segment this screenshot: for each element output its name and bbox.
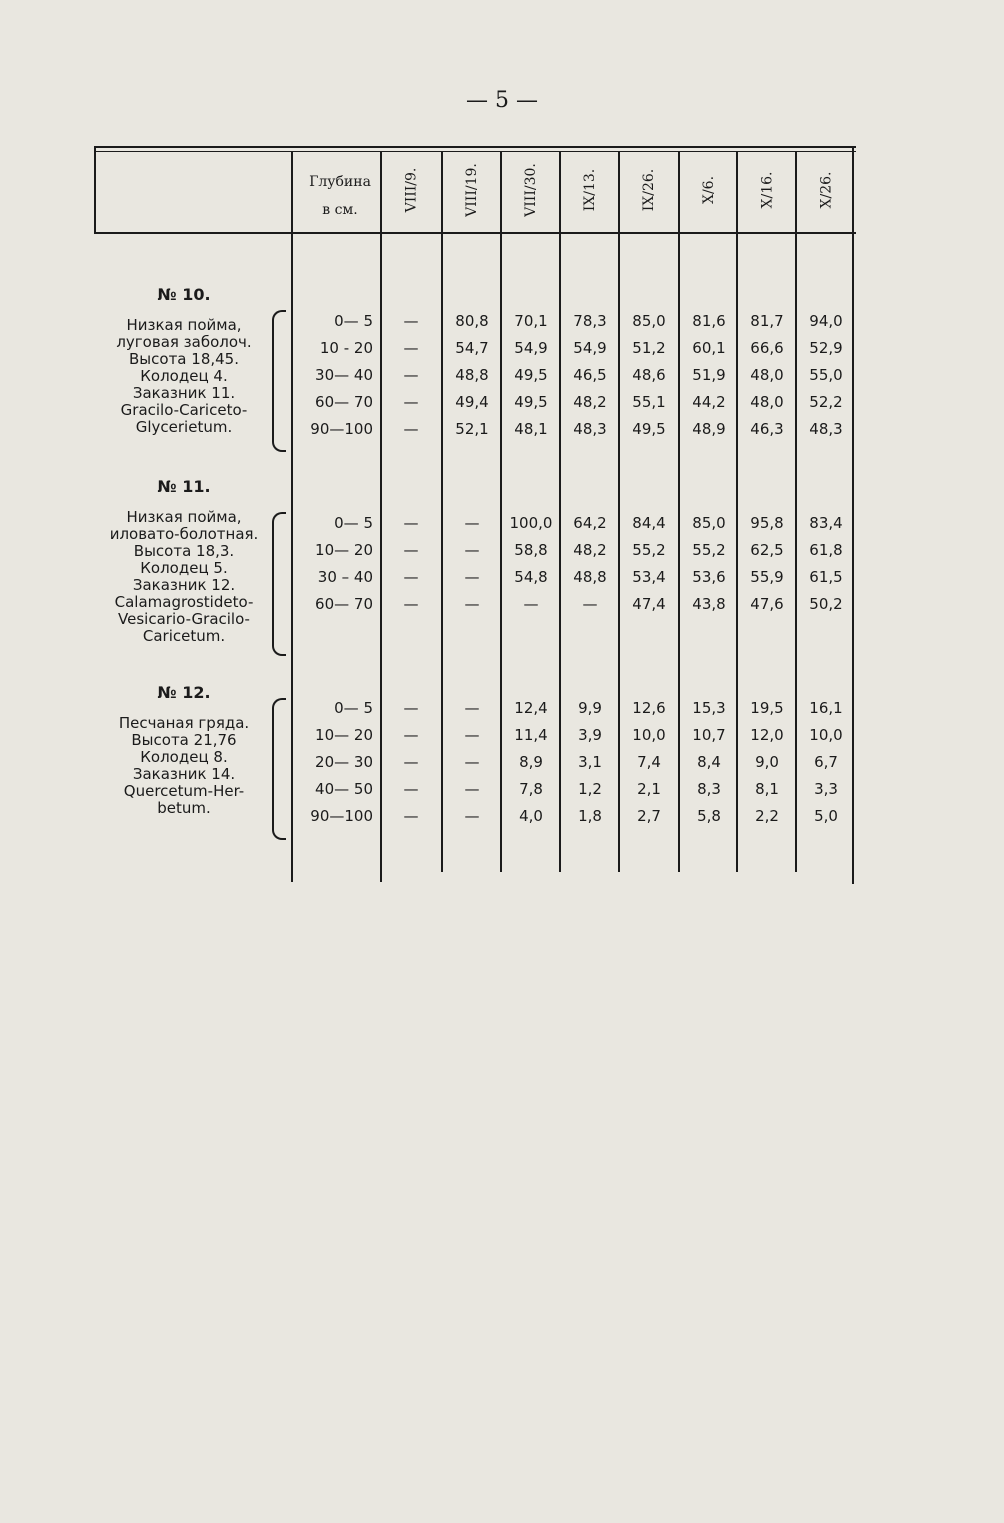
depth-cell: 10— 20	[315, 541, 373, 559]
group-description-line: Quercetum-Her-	[123, 782, 245, 800]
value-cell: 58,8	[514, 541, 548, 559]
value-cell: 19,5	[750, 699, 784, 717]
value-cell: 81,7	[750, 312, 784, 330]
depth-cell: 30— 40	[315, 366, 373, 384]
value-cell: —	[464, 699, 480, 717]
value-cell: 54,9	[573, 339, 607, 357]
value-cell: 49,5	[514, 393, 548, 411]
value-cell: 51,2	[632, 339, 666, 357]
value-cell: —	[403, 339, 419, 357]
group-description-line: Колодец 8.	[140, 748, 228, 766]
header-date-1	[382, 150, 440, 230]
value-cell: 62,5	[750, 541, 784, 559]
depth-cell: 0— 5	[334, 514, 373, 532]
header-date-2	[443, 150, 501, 230]
value-cell: 2,1	[637, 780, 661, 798]
value-cell: 49,4	[455, 393, 489, 411]
group-description-line: Высота 21,76	[131, 731, 237, 749]
value-cell: 81,6	[692, 312, 726, 330]
value-cell: —	[403, 514, 419, 532]
value-cell: 3,9	[578, 726, 602, 744]
value-cell: 48,0	[750, 366, 784, 384]
value-cell: 48,3	[809, 420, 843, 438]
value-cell: 48,6	[632, 366, 666, 384]
value-cell: 49,5	[632, 420, 666, 438]
value-cell: —	[403, 393, 419, 411]
value-cell: 10,0	[632, 726, 666, 744]
value-cell: 48,8	[455, 366, 489, 384]
value-cell: 43,8	[692, 595, 726, 613]
value-cell: 2,7	[637, 807, 661, 825]
group-label	[96, 478, 272, 645]
group-description-line: betum.	[157, 799, 211, 817]
value-cell: —	[403, 420, 419, 438]
value-cell: 48,9	[692, 420, 726, 438]
value-cell: 78,3	[573, 312, 607, 330]
value-cell: 46,5	[573, 366, 607, 384]
group-number: № 11.	[157, 477, 211, 496]
value-cell: 48,0	[750, 393, 784, 411]
group-description-line: Высота 18,45.	[129, 350, 239, 368]
value-cell: 4,0	[519, 807, 543, 825]
header-date-3	[502, 150, 560, 230]
value-cell: 60,1	[692, 339, 726, 357]
value-cell: 53,4	[632, 568, 666, 586]
value-cell: 3,3	[814, 780, 838, 798]
value-cell: —	[464, 541, 480, 559]
value-cell: 70,1	[514, 312, 548, 330]
value-cell: 47,4	[632, 595, 666, 613]
value-cell: 64,2	[573, 514, 607, 532]
value-cell: 8,4	[697, 753, 721, 771]
group-number: № 10.	[157, 285, 211, 304]
header-date-label: IX/13.	[581, 168, 598, 212]
depth-cell: 0— 5	[334, 699, 373, 717]
header-date-6	[680, 150, 738, 230]
header-date-label: VIII/9.	[403, 167, 419, 213]
value-cell: 8,1	[755, 780, 779, 798]
page-number: — 5 —	[466, 88, 538, 113]
group-description-line: Calamagrostideto-	[114, 593, 254, 611]
value-cell: 12,0	[750, 726, 784, 744]
value-cell: 7,8	[519, 780, 543, 798]
value-cell: 2,2	[755, 807, 779, 825]
value-cell: 54,8	[514, 568, 548, 586]
table-left-border	[94, 146, 96, 234]
group-brace	[272, 512, 286, 656]
value-cell: 83,4	[809, 514, 843, 532]
value-cell: 61,5	[809, 568, 843, 586]
group-brace	[272, 310, 286, 452]
value-cell: 61,8	[809, 541, 843, 559]
header-bottom-rule	[94, 232, 856, 234]
value-cell: 48,3	[573, 420, 607, 438]
value-cell: 84,4	[632, 514, 666, 532]
value-cell: —	[464, 807, 480, 825]
value-cell: 16,1	[809, 699, 843, 717]
value-cell: 85,0	[692, 514, 726, 532]
value-cell: —	[403, 595, 419, 613]
value-cell: —	[464, 514, 480, 532]
group-description-line: луговая заболоч.	[116, 333, 252, 351]
value-cell: 48,2	[573, 541, 607, 559]
value-cell: 44,2	[692, 393, 726, 411]
value-cell: 48,1	[514, 420, 548, 438]
value-cell: —	[403, 541, 419, 559]
table-top-rule	[94, 146, 856, 148]
value-cell: 9,9	[578, 699, 602, 717]
value-cell: 54,9	[514, 339, 548, 357]
value-cell: 10,0	[809, 726, 843, 744]
value-cell: 6,7	[814, 753, 838, 771]
value-cell: —	[403, 366, 419, 384]
value-cell: 5,0	[814, 807, 838, 825]
header-date-4	[561, 150, 619, 230]
value-cell: 55,9	[750, 568, 784, 586]
header-depth-line1: Глубина	[309, 174, 371, 190]
value-cell: 52,2	[809, 393, 843, 411]
group-description-line: Glycerietum.	[135, 418, 233, 436]
value-cell: 47,6	[750, 595, 784, 613]
value-cell: —	[403, 753, 419, 771]
value-cell: 55,2	[692, 541, 726, 559]
depth-cell: 20— 30	[315, 753, 373, 771]
value-cell: —	[464, 568, 480, 586]
value-cell: 53,6	[692, 568, 726, 586]
value-cell: 94,0	[809, 312, 843, 330]
value-cell: 12,6	[632, 699, 666, 717]
value-cell: —	[464, 595, 480, 613]
header-date-label: VIII/19.	[464, 163, 480, 217]
depth-cell: 40— 50	[315, 780, 373, 798]
depth-cell: 0— 5	[334, 312, 373, 330]
header-date-label: IX/26.	[640, 168, 657, 212]
value-cell: 48,2	[573, 393, 607, 411]
value-cell: 51,9	[692, 366, 726, 384]
depth-cell: 30 – 40	[317, 568, 373, 586]
value-cell: 10,7	[692, 726, 726, 744]
value-cell: 12,4	[514, 699, 548, 717]
group-description-line: Заказник 14.	[132, 765, 236, 783]
group-description-line: Vesicario-Gracilo-	[118, 610, 250, 628]
value-cell: 55,2	[632, 541, 666, 559]
group-description-line: Gracilo-Cariceto-	[120, 401, 248, 419]
value-cell: 55,0	[809, 366, 843, 384]
value-cell: 8,9	[519, 753, 543, 771]
value-cell: 3,1	[578, 753, 602, 771]
value-cell: 11,4	[514, 726, 548, 744]
value-cell: 85,0	[632, 312, 666, 330]
header-date-label: X/26.	[817, 171, 834, 209]
group-description-line: Низкая пойма,	[126, 508, 242, 526]
header-date-label: VIII/30.	[523, 163, 539, 217]
group-description-line: Низкая пойма,	[126, 316, 242, 334]
group-description-line: Колодец 5.	[140, 559, 228, 577]
group-description-line: иловато-болотная.	[109, 525, 259, 543]
depth-cell: 60— 70	[315, 393, 373, 411]
value-cell: —	[523, 595, 539, 613]
group-description-line: Колодец 4.	[140, 367, 228, 385]
value-cell: —	[464, 780, 480, 798]
group-label	[96, 684, 272, 817]
depth-cell: 60— 70	[315, 595, 373, 613]
value-cell: 100,0	[509, 514, 553, 532]
value-cell: —	[403, 699, 419, 717]
value-cell: 15,3	[692, 699, 726, 717]
value-cell: —	[403, 807, 419, 825]
value-cell: 48,8	[573, 568, 607, 586]
group-description-line: Заказник 12.	[132, 576, 236, 594]
value-cell: 9,0	[755, 753, 779, 771]
depth-cell: 90—100	[310, 420, 373, 438]
group-label	[96, 286, 272, 436]
value-cell: 50,2	[809, 595, 843, 613]
value-cell: —	[464, 726, 480, 744]
group-brace	[272, 698, 286, 840]
header-depth	[298, 168, 382, 224]
value-cell: 8,3	[697, 780, 721, 798]
header-date-label: X/16.	[758, 171, 775, 209]
header-depth-line2: в см.	[322, 202, 358, 218]
value-cell: 46,3	[750, 420, 784, 438]
value-cell: 49,5	[514, 366, 548, 384]
value-cell: 95,8	[750, 514, 784, 532]
value-cell: 52,1	[455, 420, 489, 438]
value-cell: —	[403, 568, 419, 586]
header-date-5	[620, 150, 678, 230]
value-cell: —	[403, 312, 419, 330]
value-cell: 54,7	[455, 339, 489, 357]
value-cell: 80,8	[455, 312, 489, 330]
value-cell: —	[582, 595, 598, 613]
value-cell: 66,6	[750, 339, 784, 357]
value-cell: 7,4	[637, 753, 661, 771]
depth-cell: 10— 20	[315, 726, 373, 744]
group-description-line: Высота 18,3.	[133, 542, 235, 560]
value-cell: 52,9	[809, 339, 843, 357]
group-description-line: Заказник 11.	[132, 384, 236, 402]
value-cell: 1,2	[578, 780, 602, 798]
depth-cell: 10 - 20	[319, 339, 373, 357]
value-cell: 5,8	[697, 807, 721, 825]
group-description-line: Caricetum.	[142, 627, 226, 645]
value-cell: —	[464, 753, 480, 771]
group-number: № 12.	[157, 683, 211, 702]
value-cell: 1,8	[578, 807, 602, 825]
value-cell: 55,1	[632, 393, 666, 411]
header-date-7	[738, 150, 796, 230]
header-date-label: X/6.	[700, 175, 717, 205]
value-cell: —	[403, 726, 419, 744]
group-description-line: Песчаная гряда.	[118, 714, 250, 732]
header-date-8	[797, 150, 855, 230]
depth-cell: 90—100	[310, 807, 373, 825]
value-cell: —	[403, 780, 419, 798]
